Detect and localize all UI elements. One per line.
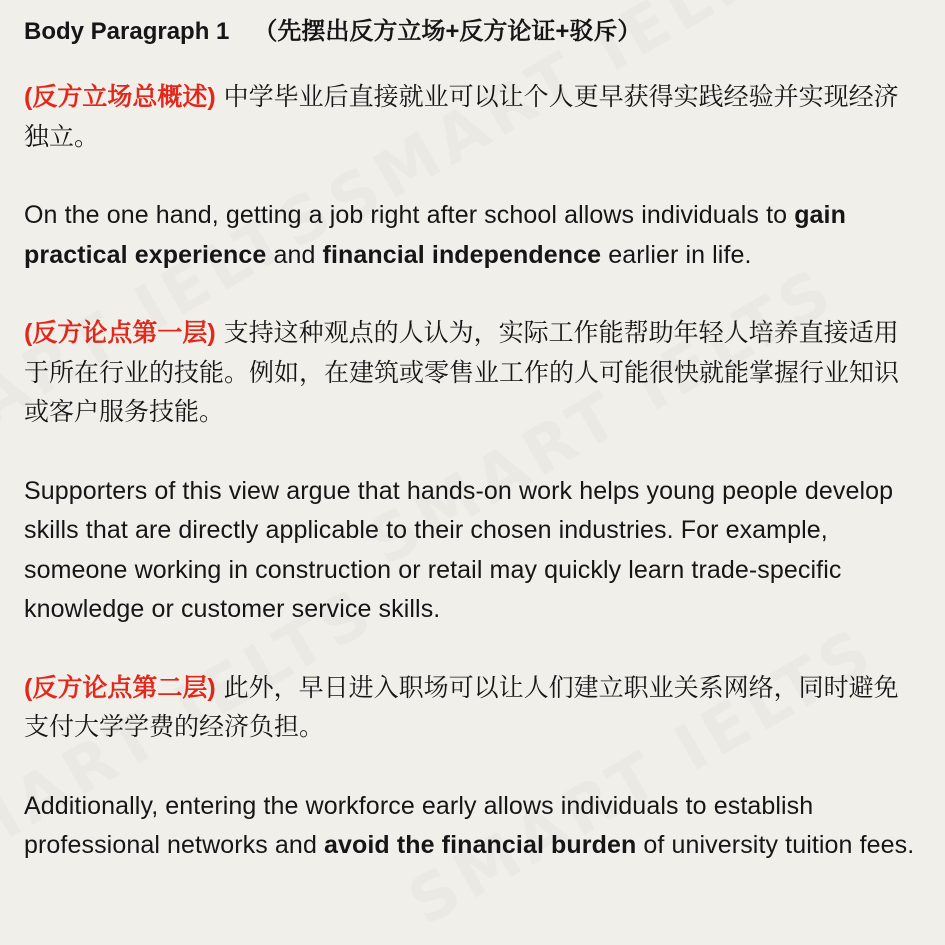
- section-heading: [24, 14, 921, 50]
- bold-phrase: gain practical experience: [24, 201, 846, 269]
- paragraph-text: On the one hand, getting a job right after school allows individuals to: [24, 201, 795, 229]
- paragraph-2-chinese: [24, 314, 921, 433]
- bold-phrase: financial independence: [322, 240, 602, 269]
- heading-subtitle: （先摆出反方立场+反方论证+驳斥）: [253, 18, 642, 45]
- watermark-text: [397, 614, 889, 941]
- paragraph-text: of university tuition fees.: [636, 831, 915, 859]
- paragraph-text: 此外，早日进入职场可以让人们建立职业关系网络，同时避免支付大学学费的经济负担。: [24, 673, 899, 741]
- paragraph-tag: (反方论点第二层): [24, 673, 216, 702]
- paragraph-tag: (反方立场总概述): [24, 83, 216, 111]
- heading-title: Body Paragraph 1: [24, 18, 230, 45]
- paragraph-1-english: [24, 196, 921, 275]
- paragraph-1-chinese: [24, 78, 921, 157]
- paragraph-tag: (反方论点第一层): [24, 319, 216, 347]
- paragraph-text: 支持这种观点的人认为，实际工作能帮助年轻人培养直接适用于所在行业的技能。例如，在建筑或零售业工作的人可能很快就能掌握行业知识或客户服务技能。: [24, 319, 900, 426]
- paragraph-text: earlier in life.: [601, 240, 752, 269]
- paragraph-text: Supporters of this view argue that hands-on work helps young people develop skills that are directly applicable to their chosen industries. For example, someone working in construction or retail may quickly learn trade-specific knowledge or customer service skills.: [24, 476, 894, 623]
- bold-phrase: avoid the financial burden: [324, 831, 637, 859]
- paragraph-text: and: [266, 240, 323, 269]
- paragraph-text: 中学毕业后直接就业可以让个人更早获得实践经验并实现经济独立。: [24, 83, 899, 151]
- paragraph-3-chinese: [24, 669, 921, 748]
- paragraph-2-english: [24, 472, 921, 630]
- paragraph-text: Additionally, entering the workforce early allows individuals to establish professional networks and: [24, 791, 814, 859]
- paragraph-3-english: [24, 787, 921, 866]
